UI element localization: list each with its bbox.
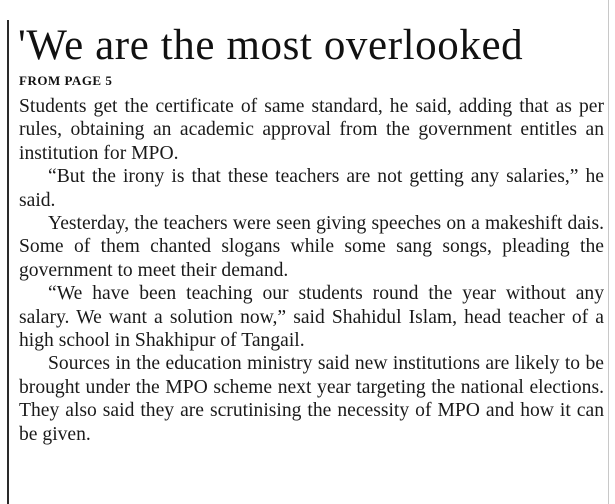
paragraph: Sources in the education ministry said new institutions are likely to be brought under the MPO scheme next year targeting the national elections. They also said they are scrutinising the necessity of MPO and how it can be given. bbox=[19, 353, 604, 445]
paragraph: “We have been teaching our students round the year without any salary. We want a solution now,” said Shahidul Islam, head teacher of a high school in Shakhipur of Tangail. bbox=[19, 283, 604, 352]
paragraph: Students get the certificate of same standard, he said, adding that as per rules, obtaining an academic approval from the government entitles an institution for MPO. bbox=[19, 96, 604, 164]
headline: 'We are the most overlooked bbox=[18, 22, 524, 69]
jump-line: FROM PAGE 5 bbox=[19, 73, 113, 88]
column-rule bbox=[7, 20, 9, 504]
paragraph: Yesterday, the teachers were seen giving speeches on a makeshift dais. Some of them chanted slogans while some sang songs, pleading the government to meet their demand. bbox=[19, 213, 604, 281]
article-body bbox=[19, 95, 604, 446]
paragraph: “But the irony is that these teachers are not getting any salaries,” he said. bbox=[19, 166, 604, 211]
